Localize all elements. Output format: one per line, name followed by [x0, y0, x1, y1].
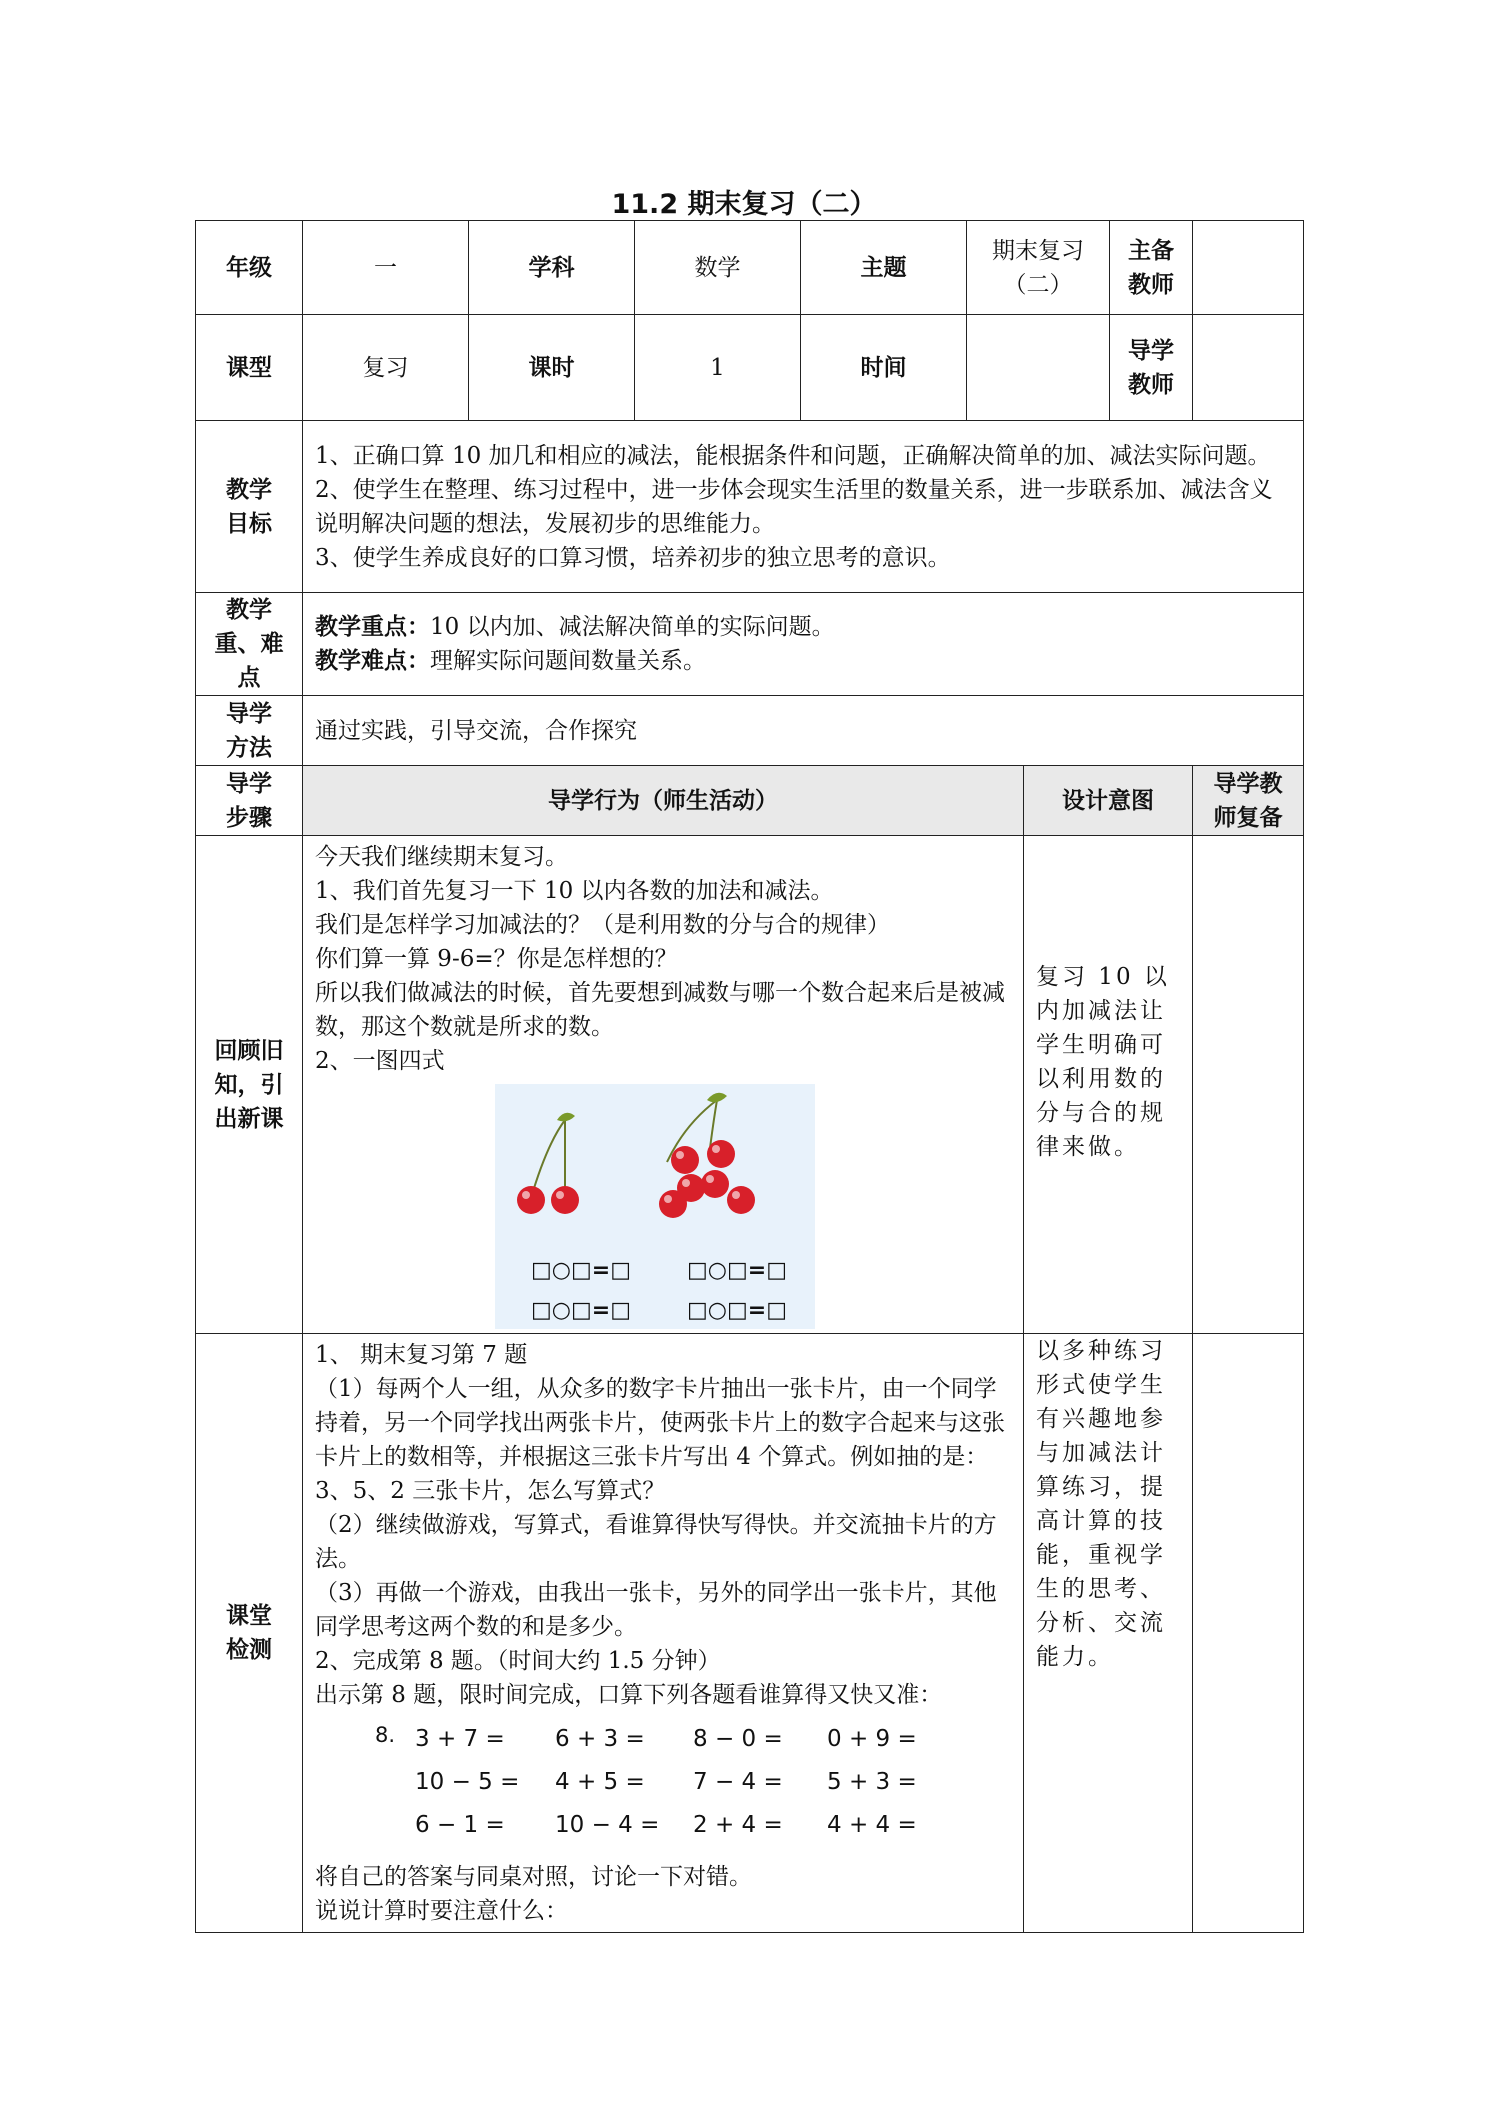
document-title: 11.2 期末复习（二）	[611, 189, 877, 220]
problem: 7 − 4 =	[693, 1769, 783, 1795]
method-text: 通过实践，引导交流，合作探究	[303, 696, 1304, 766]
check-line: 出示第 8 题，限时间完成，口算下列各题看谁算得又快又准：	[315, 1682, 943, 1708]
activity-header: 导学行为（师生活动）	[303, 766, 1024, 836]
problem: 6 − 1 =	[415, 1812, 505, 1838]
hours-label: 课时	[469, 315, 635, 421]
check-line: 1、 期末复习第 7 题	[315, 1342, 528, 1368]
review-line: 你们算一算 9-6=？你是怎样想的？	[315, 946, 678, 972]
review-intent: 复习 10 以内加减法让学生明确可以利用数的分与合的规律来做。	[1024, 836, 1193, 1334]
problem: 2 + 4 =	[693, 1812, 783, 1838]
focus-text: 10 以内加、减法解决简单的实际问题。	[430, 614, 835, 640]
check-line: （1）每两个人一组，从众多的数字卡片抽出一张卡片，由一个同学持着，另一个同学找出两张卡片，使两张卡片上的数字合起来与这张卡片上的数相等，并根据这三张卡片写出 4 个算式。例如抽的是：3、5、2 三张卡片，怎么写算式？	[315, 1376, 1005, 1504]
subject-label: 学科	[469, 221, 635, 315]
review-line: 1、我们首先复习一下 10 以内各数的加法和减法。	[315, 878, 834, 904]
check-line: （3）再做一个游戏，由我出一张卡，另外的同学出一张卡片，其他同学思考这两个数的和是多少。	[315, 1580, 997, 1640]
lead-teacher-label: 主备教师	[1110, 221, 1193, 315]
check-label: 课堂检测	[196, 1334, 303, 1933]
cherry-illustration	[495, 1084, 815, 1254]
lesson-plan-table	[195, 220, 1304, 1933]
focus-label: 教学重点：	[315, 614, 430, 640]
goal-item: 3、使学生养成良好的口算习惯，培养初步的独立思考的意识。	[315, 544, 951, 571]
review-line: 今天我们继续期末复习。	[315, 844, 568, 870]
review-teacher-notes	[1193, 836, 1304, 1334]
topic-value: 期末复习（二）	[967, 221, 1110, 315]
equation-row	[503, 1254, 815, 1288]
review-label: 回顾旧知，引出新课	[196, 836, 303, 1334]
review-line: 我们是怎样学习加减法的？（是利用数的分与合的规律）	[315, 912, 890, 938]
exercise-8	[315, 1718, 1011, 1850]
difficulty-label: 教学难点：	[315, 648, 430, 674]
hours-value: 1	[635, 315, 801, 421]
equation-blank: □○□=□	[531, 1258, 631, 1283]
guide-teacher-value	[1193, 315, 1304, 421]
steps-label: 导学步骤	[196, 766, 303, 836]
intent-header: 设计意图	[1024, 766, 1193, 836]
difficulty-text: 理解实际问题间数量关系。	[430, 648, 706, 674]
equation-blank: □○□=□	[531, 1298, 631, 1323]
problem: 0 + 9 =	[827, 1726, 917, 1752]
type-value: 复习	[303, 315, 469, 421]
check-content	[303, 1334, 1024, 1933]
type-label: 课型	[196, 315, 303, 421]
goals-content	[303, 421, 1304, 593]
equation-row	[503, 1294, 815, 1328]
grade-label: 年级	[196, 221, 303, 315]
check-line: 将自己的答案与同桌对照，讨论一下对错。	[315, 1864, 752, 1890]
problem: 4 + 4 =	[827, 1812, 917, 1838]
check-line: 说说计算时要注意什么：	[315, 1898, 568, 1924]
equation-blank: □○□=□	[687, 1258, 787, 1283]
goals-label: 教学目标	[196, 421, 303, 593]
problem: 10 − 5 =	[415, 1769, 520, 1795]
teacher-notes-header: 导学教师复备	[1193, 766, 1304, 836]
check-intent: 以多种练习形式使学生有兴趣地参与加减法计算练习，提高计算的技能，重视学生的思考、分析、交流能力。	[1024, 1334, 1193, 1933]
problem: 3 + 7 =	[415, 1726, 505, 1752]
problem: 4 + 5 =	[555, 1769, 645, 1795]
grade-value: 一	[303, 221, 469, 315]
problem: 6 + 3 =	[555, 1726, 645, 1752]
time-value	[967, 315, 1110, 421]
guide-teacher-label: 导学教师	[1110, 315, 1193, 421]
goal-item: 2、使学生在整理、练习过程中，进一步体会现实生活里的数量关系，进一步联系加、减法含义说明解决问题的想法，发展初步的思维能力。	[315, 476, 1273, 537]
review-line: 2、一图四式	[315, 1048, 445, 1074]
topic-label: 主题	[801, 221, 967, 315]
review-content	[303, 836, 1024, 1334]
equation-blank: □○□=□	[687, 1298, 787, 1323]
exercise-number: 8.	[375, 1723, 396, 1747]
check-line: （2）继续做游戏，写算式，看谁算得快写得快。并交流抽卡片的方法。	[315, 1512, 997, 1572]
check-teacher-notes	[1193, 1334, 1304, 1933]
time-label: 时间	[801, 315, 967, 421]
method-label: 导学方法	[196, 696, 303, 766]
check-line: 2、完成第 8 题。（时间大约 1.5 分钟）	[315, 1648, 721, 1674]
review-line: 所以我们做减法的时候，首先要想到减数与哪一个数合起来后是被减数，那这个数就是所求的数。	[315, 980, 1005, 1040]
problem: 10 − 4 =	[555, 1812, 660, 1838]
problem: 5 + 3 =	[827, 1769, 917, 1795]
key-points-content	[303, 593, 1304, 696]
lead-teacher-value	[1193, 221, 1304, 315]
subject-value: 数学	[635, 221, 801, 315]
key-points-label: 教学重、难点	[196, 593, 303, 696]
goal-item: 1、正确口算 10 加几和相应的减法，能根据条件和问题，正确解决简单的加、减法实际问题。	[315, 442, 1271, 469]
problem: 8 − 0 =	[693, 1726, 783, 1752]
cherry-figure	[495, 1084, 815, 1329]
